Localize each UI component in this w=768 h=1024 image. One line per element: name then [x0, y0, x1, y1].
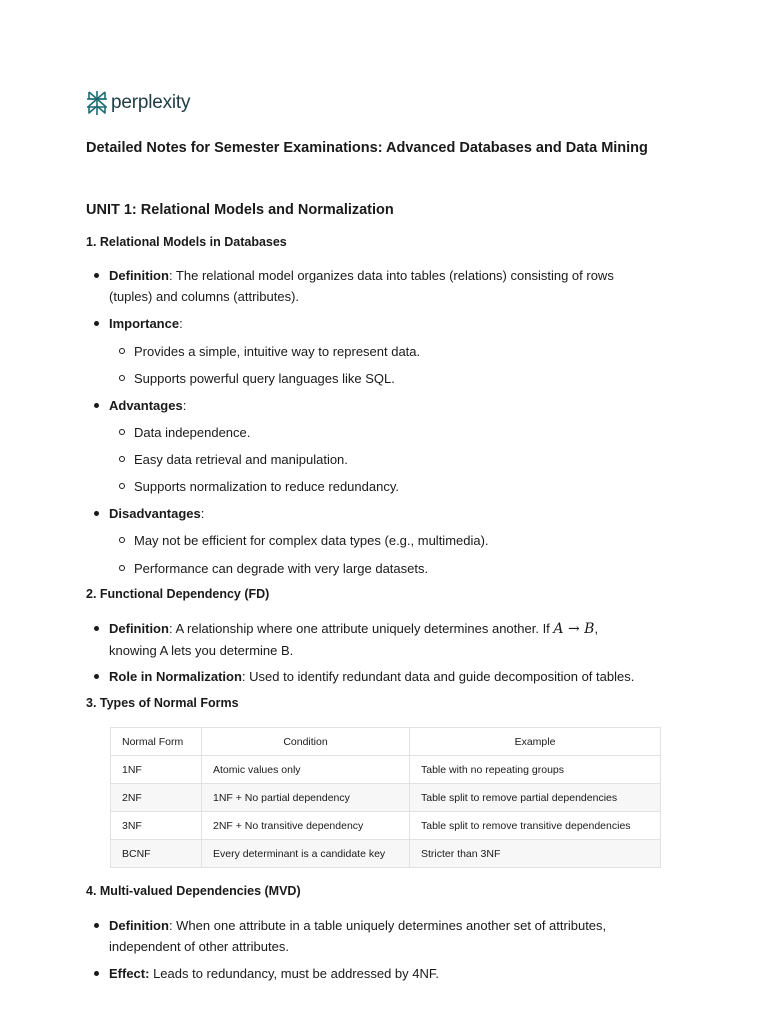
fd-role-text: : Used to identify redundant data and guide decomposition of tables.: [241, 669, 635, 684]
section-3-heading: 3. Types of Normal Forms: [86, 696, 239, 710]
sub-item: Easy data retrieval and manipulation.: [134, 449, 694, 470]
table-cell: Table split to remove partial dependencies: [410, 784, 661, 812]
advantages-label: Advantages: [109, 398, 183, 413]
section-4-heading: 4. Multi-valued Dependencies (MVD): [86, 884, 301, 898]
table-cell: 1NF + No partial dependency: [202, 784, 410, 812]
brand-logo[interactable]: [86, 90, 190, 116]
table-row: [111, 812, 661, 840]
list-item-fd-definition: [109, 618, 689, 661]
table-row: [111, 756, 661, 784]
definition-text: : The relational model organizes data into tables (relations) consisting of rows: [168, 268, 614, 283]
fd-math: A → B: [553, 621, 595, 637]
mvd-definition-text-cont: independent of other attributes.: [109, 939, 289, 954]
table-cell: Table with no repeating groups: [410, 756, 661, 784]
table-header-cell: Example: [410, 728, 661, 756]
list-item-disadvantages: Disadvantages:: [109, 503, 689, 524]
table-cell: 1NF: [111, 756, 202, 784]
list-item-advantages: Advantages:: [109, 395, 689, 416]
mvd-definition-text: : When one attribute in a table uniquely determines another set of attributes,: [168, 918, 607, 933]
table-header-row: [111, 728, 661, 756]
section-2-heading: 2. Functional Dependency (FD): [86, 587, 270, 601]
table-header-cell: Condition: [202, 728, 410, 756]
table-cell: 2NF + No transitive dependency: [202, 812, 410, 840]
normal-forms-table: [110, 727, 661, 868]
table-header-cell: Normal Form: [111, 728, 202, 756]
fd-role-label: Role in Normalization: [109, 669, 242, 684]
list-item-importance: Importance:: [109, 313, 689, 334]
unit-1-title: UNIT 1: Relational Models and Normalization: [86, 202, 394, 218]
fd-definition-label: Definition: [109, 621, 169, 636]
fd-definition-text: : A relationship where one attribute uniquely determines another. If: [168, 621, 554, 636]
sub-item: Supports normalization to reduce redundancy.: [134, 476, 694, 497]
fd-definition-text-cont: knowing A lets you determine B.: [109, 643, 294, 658]
table-cell: 2NF: [111, 784, 202, 812]
table-row: [111, 840, 661, 868]
definition-text-cont: (tuples) and columns (attributes).: [109, 289, 300, 304]
importance-label: Importance: [109, 316, 180, 331]
table-row: [111, 784, 661, 812]
table-cell: Stricter than 3NF: [410, 840, 661, 868]
document-title: Detailed Notes for Semester Examinations: Advanced Databases and Data Mining: [86, 140, 648, 156]
brand-name: perplexity: [111, 92, 191, 113]
section-1-heading: 1. Relational Models in Databases: [86, 235, 287, 249]
mvd-effect-text: Leads to redundancy, must be addressed by 4NF.: [149, 966, 439, 981]
sub-item: Provides a simple, intuitive way to represent data.: [134, 341, 694, 362]
sub-item: Performance can degrade with very large datasets.: [134, 558, 694, 579]
sub-item: May not be efficient for complex data types (e.g., multimedia).: [134, 530, 694, 551]
mvd-effect-label: Effect:: [109, 966, 150, 981]
disadvantages-label: Disadvantages: [109, 506, 201, 521]
list-item-mvd-effect: [109, 963, 689, 984]
table-cell: BCNF: [111, 840, 202, 868]
table-cell: Table split to remove transitive dependencies: [410, 812, 661, 840]
sub-item: Supports powerful query languages like SQL.: [134, 368, 694, 389]
perplexity-logo-icon: [86, 90, 108, 116]
table-cell: Atomic values only: [202, 756, 410, 784]
mvd-definition-label: Definition: [109, 918, 169, 933]
table-cell: Every determinant is a candidate key: [202, 840, 410, 868]
definition-label: Definition: [109, 268, 169, 283]
table-cell: 3NF: [111, 812, 202, 840]
fd-definition-tail: ,: [594, 621, 599, 636]
list-item-fd-role: [109, 666, 689, 687]
list-item-definition: [109, 265, 689, 307]
sub-item: Data independence.: [134, 422, 694, 443]
list-item-mvd-definition: [109, 915, 689, 957]
